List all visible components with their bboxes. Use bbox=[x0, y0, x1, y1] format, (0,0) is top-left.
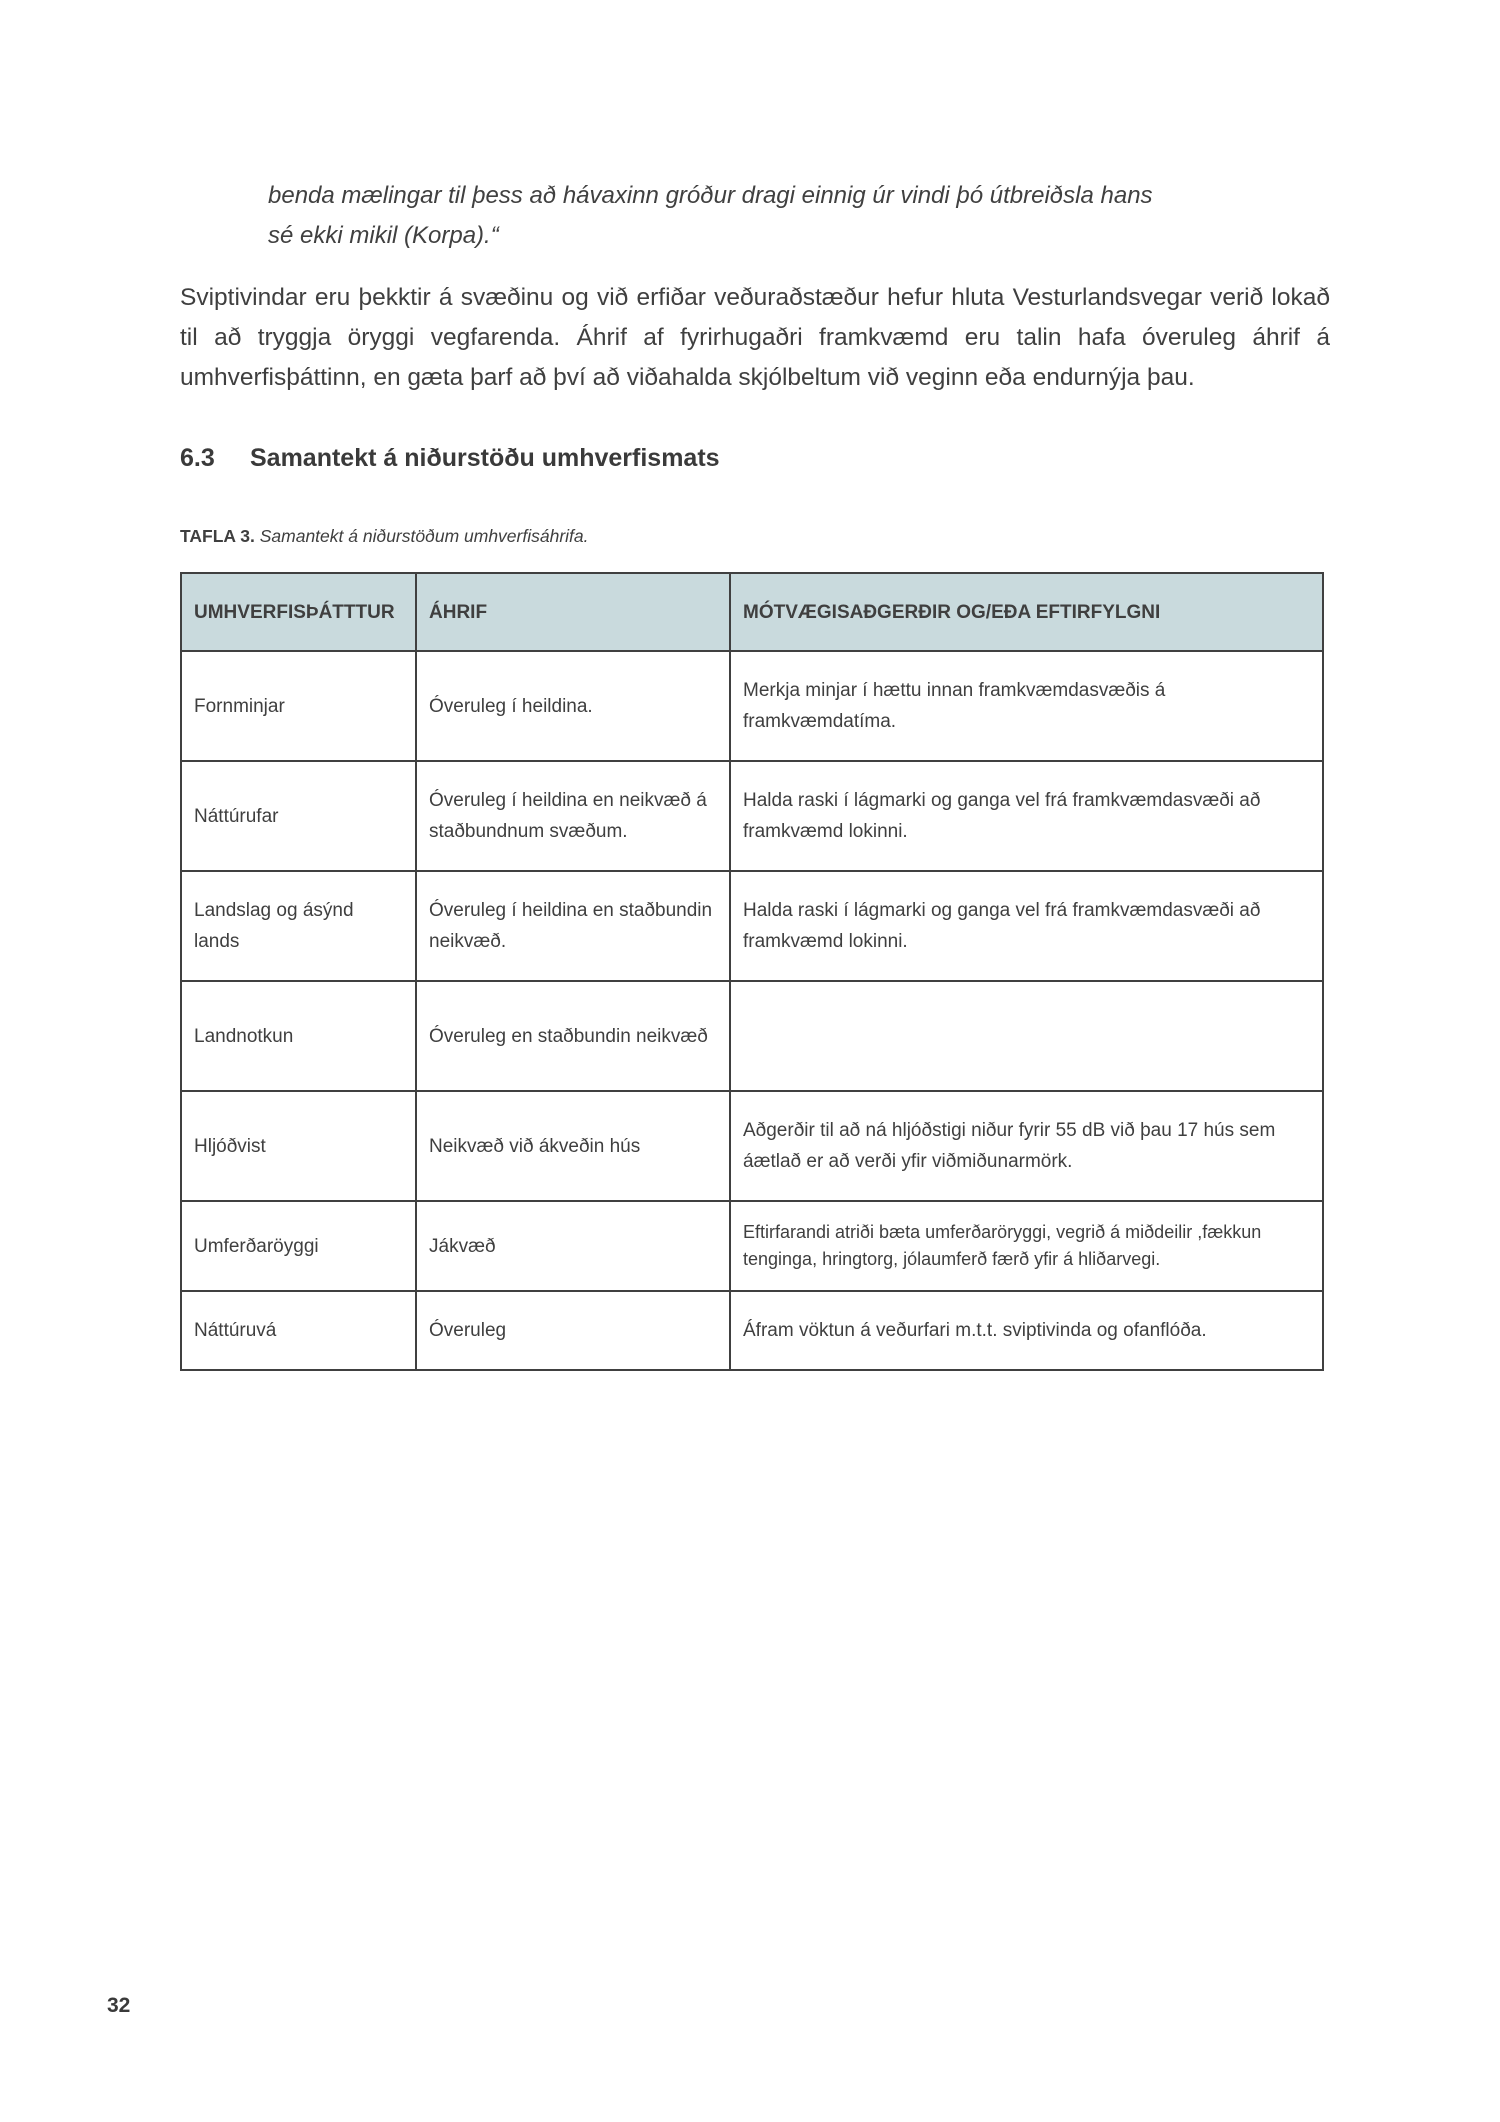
cell-factor: Umferðaröyggi bbox=[181, 1201, 416, 1291]
cell-mitigation: Merkja minjar í hættu innan framkvæmdasvæðis á framkvæmdatíma. bbox=[730, 651, 1323, 761]
section-heading bbox=[180, 444, 720, 473]
table-row bbox=[181, 871, 1323, 981]
summary-table bbox=[180, 572, 1324, 1371]
cell-factor: Náttúrufar bbox=[181, 761, 416, 871]
section-title: Samantekt á niðurstöðu umhverfismats bbox=[250, 444, 720, 472]
page-number: 32 bbox=[107, 1994, 131, 2017]
cell-factor: Landslag og ásýnd lands bbox=[181, 871, 416, 981]
cell-mitigation: Eftirfarandi atriði bæta umferðaröryggi, vegrið á miðdeilir ,fækkun tenginga, hringtorg, jólaumferð færð yfir á hliðarvegi. bbox=[730, 1201, 1323, 1291]
cell-impact: Neikvæð við ákveðin hús bbox=[416, 1091, 730, 1201]
cell-factor: Fornminjar bbox=[181, 651, 416, 761]
cell-impact: Óveruleg í heildina en neikvæð á staðbundnum svæðum. bbox=[416, 761, 730, 871]
cell-mitigation: Halda raski í lágmarki og ganga vel frá framkvæmdasvæði að framkvæmd lokinni. bbox=[730, 871, 1323, 981]
cell-impact: Óveruleg í heildina en staðbundin neikvæð. bbox=[416, 871, 730, 981]
section-number: 6.3 bbox=[180, 444, 215, 472]
table-row bbox=[181, 981, 1323, 1091]
cell-factor: Náttúruvá bbox=[181, 1291, 416, 1370]
column-header-impact: ÁHRIF bbox=[416, 573, 730, 651]
table-row bbox=[181, 1201, 1323, 1291]
table-row bbox=[181, 761, 1323, 871]
cell-impact: Jákvæð bbox=[416, 1201, 730, 1291]
cell-mitigation: Halda raski í lágmarki og ganga vel frá framkvæmdasvæði að framkvæmd lokinni. bbox=[730, 761, 1323, 871]
table-row bbox=[181, 1091, 1323, 1201]
cell-impact: Óveruleg bbox=[416, 1291, 730, 1370]
cell-factor: Hljóðvist bbox=[181, 1091, 416, 1201]
cell-mitigation: Áfram vöktun á veðurfari m.t.t. sviptivinda og ofanflóða. bbox=[730, 1291, 1323, 1370]
cell-mitigation bbox=[730, 981, 1323, 1091]
cell-impact: Óveruleg en staðbundin neikvæð bbox=[416, 981, 730, 1091]
quote-line: sé ekki mikil (Korpa).“ bbox=[268, 222, 499, 249]
cell-mitigation: Aðgerðir til að ná hljóðstigi niður fyrir 55 dB við þau 17 hús sem áætlað er að verði yfir viðmiðunarmörk. bbox=[730, 1091, 1323, 1201]
table-row bbox=[181, 651, 1323, 761]
caption-text: Samantekt á niðurstöðum umhverfisáhrifa. bbox=[259, 526, 589, 546]
cell-factor: Landnotkun bbox=[181, 981, 416, 1091]
quote-line: benda mælingar til þess að hávaxinn gróður dragi einnig úr vindi þó útbreiðsla hans bbox=[268, 182, 1153, 209]
block-quote bbox=[268, 176, 1268, 256]
table-header-row bbox=[181, 573, 1323, 651]
caption-label: TAFLA 3. bbox=[180, 526, 255, 546]
table-row bbox=[181, 1291, 1323, 1370]
column-header-mitigation: MÓTVÆGISAÐGERÐIR OG/EÐA EFTIRFYLGNI bbox=[730, 573, 1323, 651]
body-paragraph: Sviptivindar eru þekktir á svæðinu og við erfiðar veðuraðstæður hefur hluta Vesturlandsvegar verið lokað til að tryggja öryggi vegfarenda. Áhrif af fyrirhugaðri framkvæmd eru talin hafa óveruleg áhrif á umhverfisþáttinn, en gæta þarf að því að viðahalda skjólbeltum við veginn eða endurnýja þau. bbox=[180, 284, 1330, 391]
cell-impact: Óveruleg í heildina. bbox=[416, 651, 730, 761]
table-caption bbox=[180, 526, 589, 547]
column-header-factor: UMHVERFISÞÁTTTUR bbox=[181, 573, 416, 651]
